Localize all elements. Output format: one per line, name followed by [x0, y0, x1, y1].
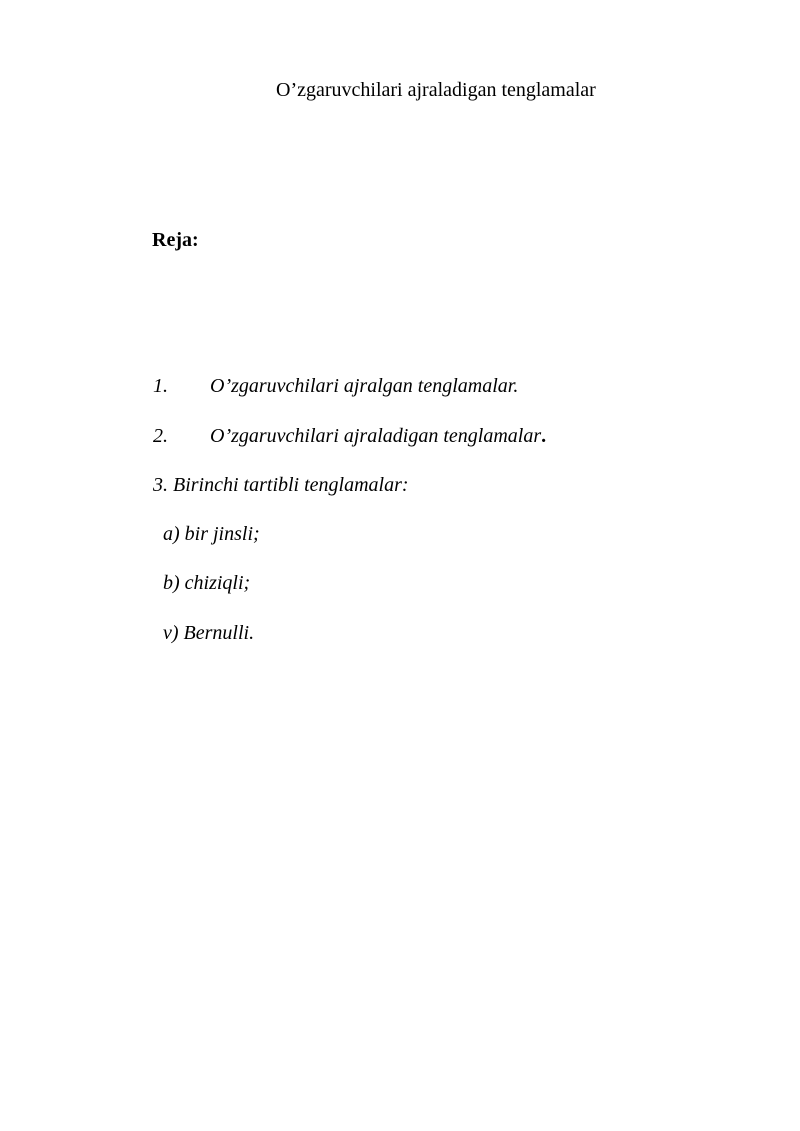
plan-item-trailing-period: .	[541, 425, 547, 447]
plan-item-text: O’zgaruvchilari ajraladigan tenglamalar	[210, 425, 542, 447]
plan-item-2	[153, 422, 593, 450]
sub-item-v: v) Bernulli.	[163, 622, 255, 644]
plan-heading: Reja:	[152, 229, 199, 251]
plan-item-text: O’zgaruvchilari ajralgan tenglamalar.	[210, 375, 519, 397]
document-title: O’zgaruvchilari ajraladigan tenglamalar	[276, 79, 596, 101]
plan-item-1	[153, 372, 573, 400]
plan-item-number: 2.	[153, 425, 168, 447]
plan-item-number: 1.	[153, 375, 168, 397]
sub-item-a: a) bir jinsli;	[163, 523, 260, 545]
plan-item-text-wrapper	[210, 422, 546, 450]
sub-item-b: b) chiziqli;	[163, 572, 251, 594]
plan-item-3: 3. Birinchi tartibli tenglamalar:	[153, 474, 409, 496]
